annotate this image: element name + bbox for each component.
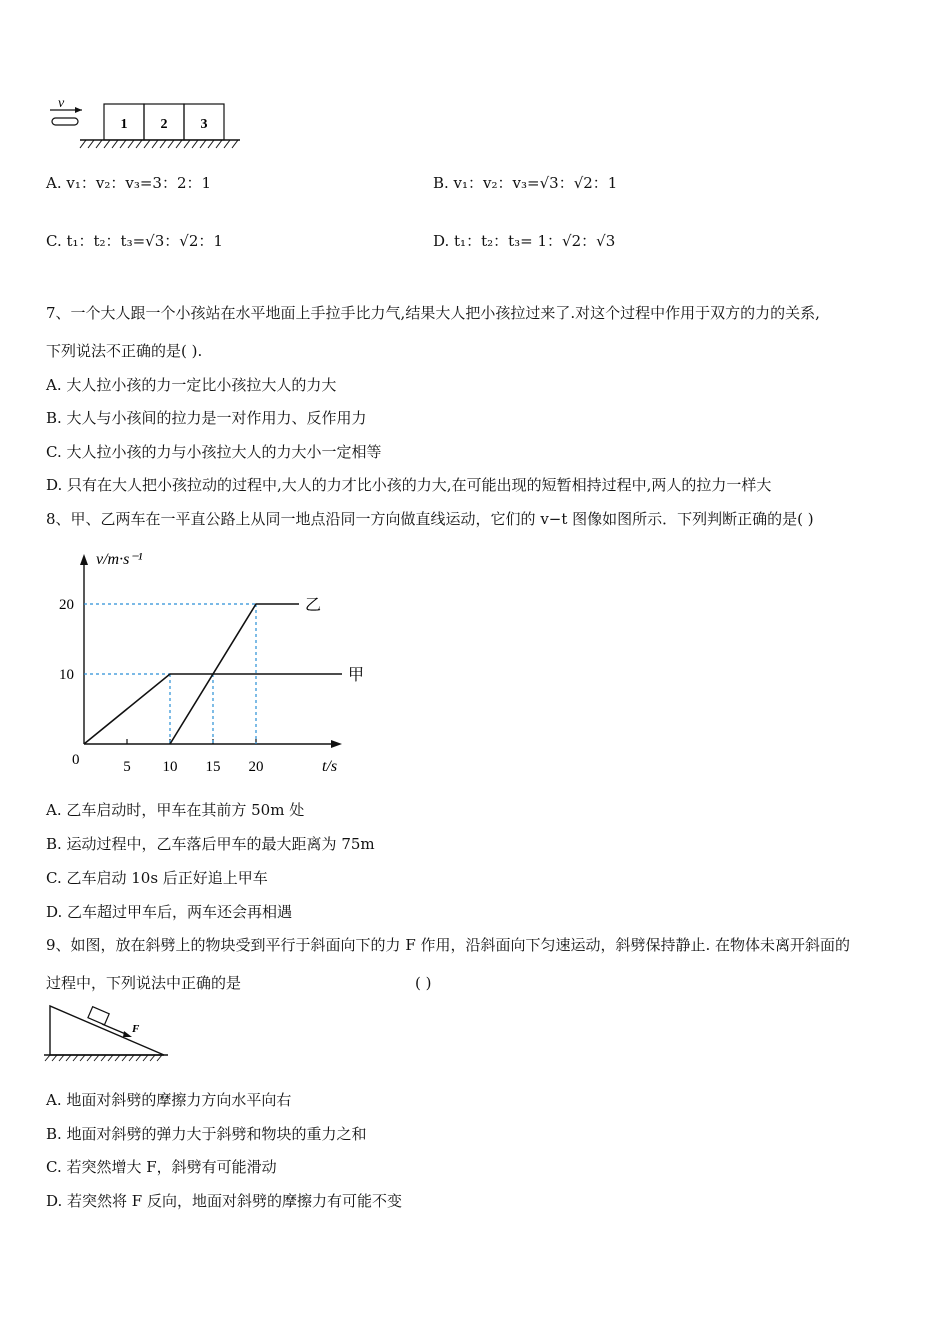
q8-option-B: B. 运动过程中，乙车落后甲车的最大距离为 75m: [46, 835, 375, 853]
q9-option-A: A. 地面对斜劈的摩擦力方向水平向右: [46, 1091, 292, 1109]
force-arrowhead: [123, 1031, 132, 1037]
series-label-0: 甲: [348, 667, 365, 684]
y-tick-label-10: 10: [59, 667, 74, 683]
x-tick-label-15: 15: [205, 759, 221, 775]
incline-ground-hatch: [45, 1055, 162, 1061]
q8-stem: 8、甲、乙两车在一平直公路上从同一地点沿同一方向做直线运动，它们的 v−t 图像如图所示．下列判断正确的是( ): [46, 510, 814, 528]
ground-hatch: [80, 140, 238, 148]
force-label: F: [132, 1023, 140, 1035]
q9-option-C: C. 若突然增大 F，斜劈有可能滑动: [46, 1158, 277, 1176]
option-prev-C: C. t₁：t₂：t₃=√3：√2：1: [46, 232, 223, 250]
q7-option-C: C. 大人拉小孩的力与小孩拉大人的力大小一定相等: [46, 443, 382, 461]
origin-label: 0: [72, 752, 80, 768]
q7-option-B: B. 大人与小孩间的拉力是一对作用力、反作用力: [46, 409, 367, 427]
y-tick-label-20: 20: [59, 597, 74, 613]
block-label-2: 2: [160, 117, 168, 132]
option-prev-B: B. v₁：v₂：v₃=√3：√2：1: [433, 174, 618, 192]
q9-option-D: D. 若突然将 F 反向，地面对斜劈的摩擦力有可能不变: [46, 1192, 402, 1210]
x-tick-label-20: 20: [248, 759, 264, 775]
q8-option-D: D. 乙车超过甲车后，两车还会再相遇: [46, 903, 293, 921]
y-axis-arrow: [80, 554, 88, 565]
q8-option-C: C. 乙车启动 10s 后正好追上甲车: [46, 869, 268, 887]
q7-option-D: D. 只有在大人把小孩拉动的过程中,大人的力才比小孩的力大,在可能出现的短暂相持过程中,两人的拉力一样大: [46, 476, 772, 494]
q9-stem-line2: 过程中，下列说法中正确的是: [46, 974, 242, 992]
block-label-3: 3: [200, 117, 208, 132]
x-tick-label-10: 10: [162, 759, 178, 775]
q8-option-A: A. 乙车启动时，甲车在其前方 50m 处: [46, 801, 305, 819]
y-axis-label: v/m·s⁻¹: [96, 551, 143, 568]
series-label-1: 乙: [305, 597, 322, 614]
x-axis-label: t/s: [322, 758, 338, 775]
q9-stem-line1: 9、如图，放在斜劈上的物块受到平行于斜面向下的力 F 作用，沿斜面向下匀速运动，斜劈保持静止. 在物体未离开斜面的: [46, 936, 851, 954]
option-prev-D: D. t₁：t₂：t₃= 1：√2：√3: [433, 232, 616, 250]
q9-option-B: B. 地面对斜劈的弹力大于斜劈和物块的重力之和: [46, 1125, 367, 1143]
bullet: [52, 118, 78, 125]
bullet-blocks-figure: [40, 92, 250, 154]
q7-stem-line2: 下列说法不正确的是( ).: [46, 342, 203, 360]
option-prev-A: A. v₁：v₂：v₃=3：2：1: [46, 174, 212, 192]
block-label-1: 1: [120, 117, 128, 132]
vt-chart: [40, 540, 365, 780]
q9-answer-paren: ( ): [415, 974, 432, 992]
series-line-0: [84, 674, 342, 744]
q7-stem-line1: 7、一个大人跟一个小孩站在水平地面上手拉手比力气,结果大人把小孩拉过来了.对这个过程中作用于双方的力的关系,: [46, 304, 820, 322]
x-tick-label-5: 5: [123, 759, 131, 775]
sliding-block: [88, 1007, 109, 1025]
q7-option-A: A. 大人拉小孩的力一定比小孩拉大人的力大: [46, 376, 337, 394]
x-axis-arrow: [331, 740, 342, 748]
velocity-label: v: [58, 96, 65, 111]
incline-figure: [40, 1002, 180, 1064]
